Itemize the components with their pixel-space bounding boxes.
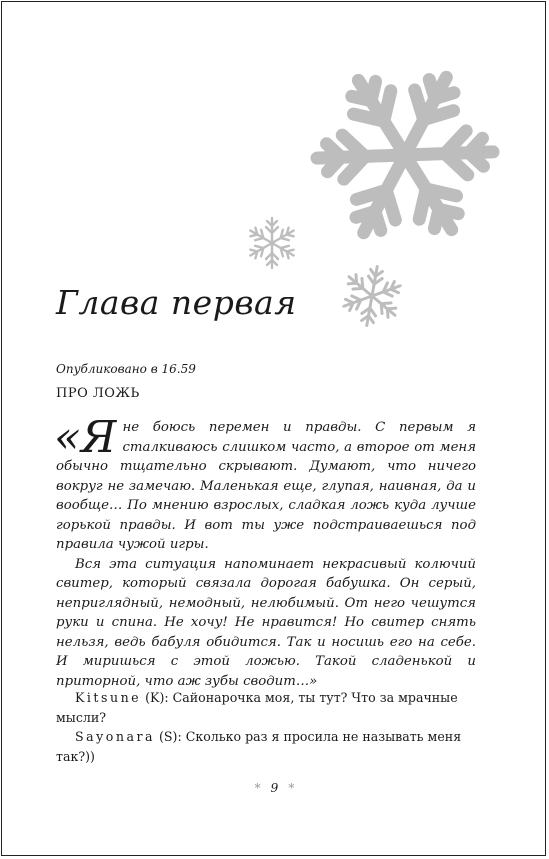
chapter-title: Глава первая	[56, 283, 297, 322]
chat-nick: Sayonara	[75, 729, 155, 744]
snowflake-icon	[305, 55, 505, 255]
snowflake-icon	[338, 262, 406, 330]
chat-nick: Kitsune	[75, 690, 142, 705]
chat-text: (S): Сколько раз я просила не называть меня так?))	[56, 729, 462, 764]
page-footer	[0, 781, 549, 795]
section-heading: ПРО ЛОЖЬ	[56, 386, 140, 401]
chat-message	[56, 727, 476, 766]
quote-block	[54, 412, 476, 691]
ornament-icon: *	[288, 781, 295, 795]
ornament-icon: *	[254, 781, 261, 795]
snowflake-icon	[244, 215, 300, 271]
chat-message	[56, 688, 476, 727]
drop-cap: «Я	[54, 412, 117, 463]
published-date: Опубликовано в 16.59	[56, 362, 196, 376]
chat-text: (K): Сайонарочка моя, ты тут? Что за мрачные мысли?	[56, 690, 458, 725]
quote-paragraph: «Я не боюсь перемен и правды. С первым я сталкиваюсь слишком часто, а второе от меня обычно тщательно скрывают. Думают, что ничего вокруг не замечаю. Маленькая еще, глупая, наивная, да и вообще… По мнению взрослых, сладкая ложь куда лучше горькой правды. И вот ты уже подстраиваешься под правила чужой игры.	[54, 412, 476, 552]
page-number: 9	[270, 781, 279, 795]
quote-paragraph: Вся эта ситуация напоминает некрасивый колючий свитер, который связала дорогая бабушка. Он серый, неприглядный, немодный, нелюбимый. От него чешутся руки и спина. Не хочу! Не нравится! Но свитер снять нельзя, ведь бабуля обидится. Так и носишь его на себе. И миришься с этой ложью. Такой сладенькой и приторной, что аж зубы сводит…»	[56, 556, 476, 689]
chat-log	[56, 688, 476, 766]
